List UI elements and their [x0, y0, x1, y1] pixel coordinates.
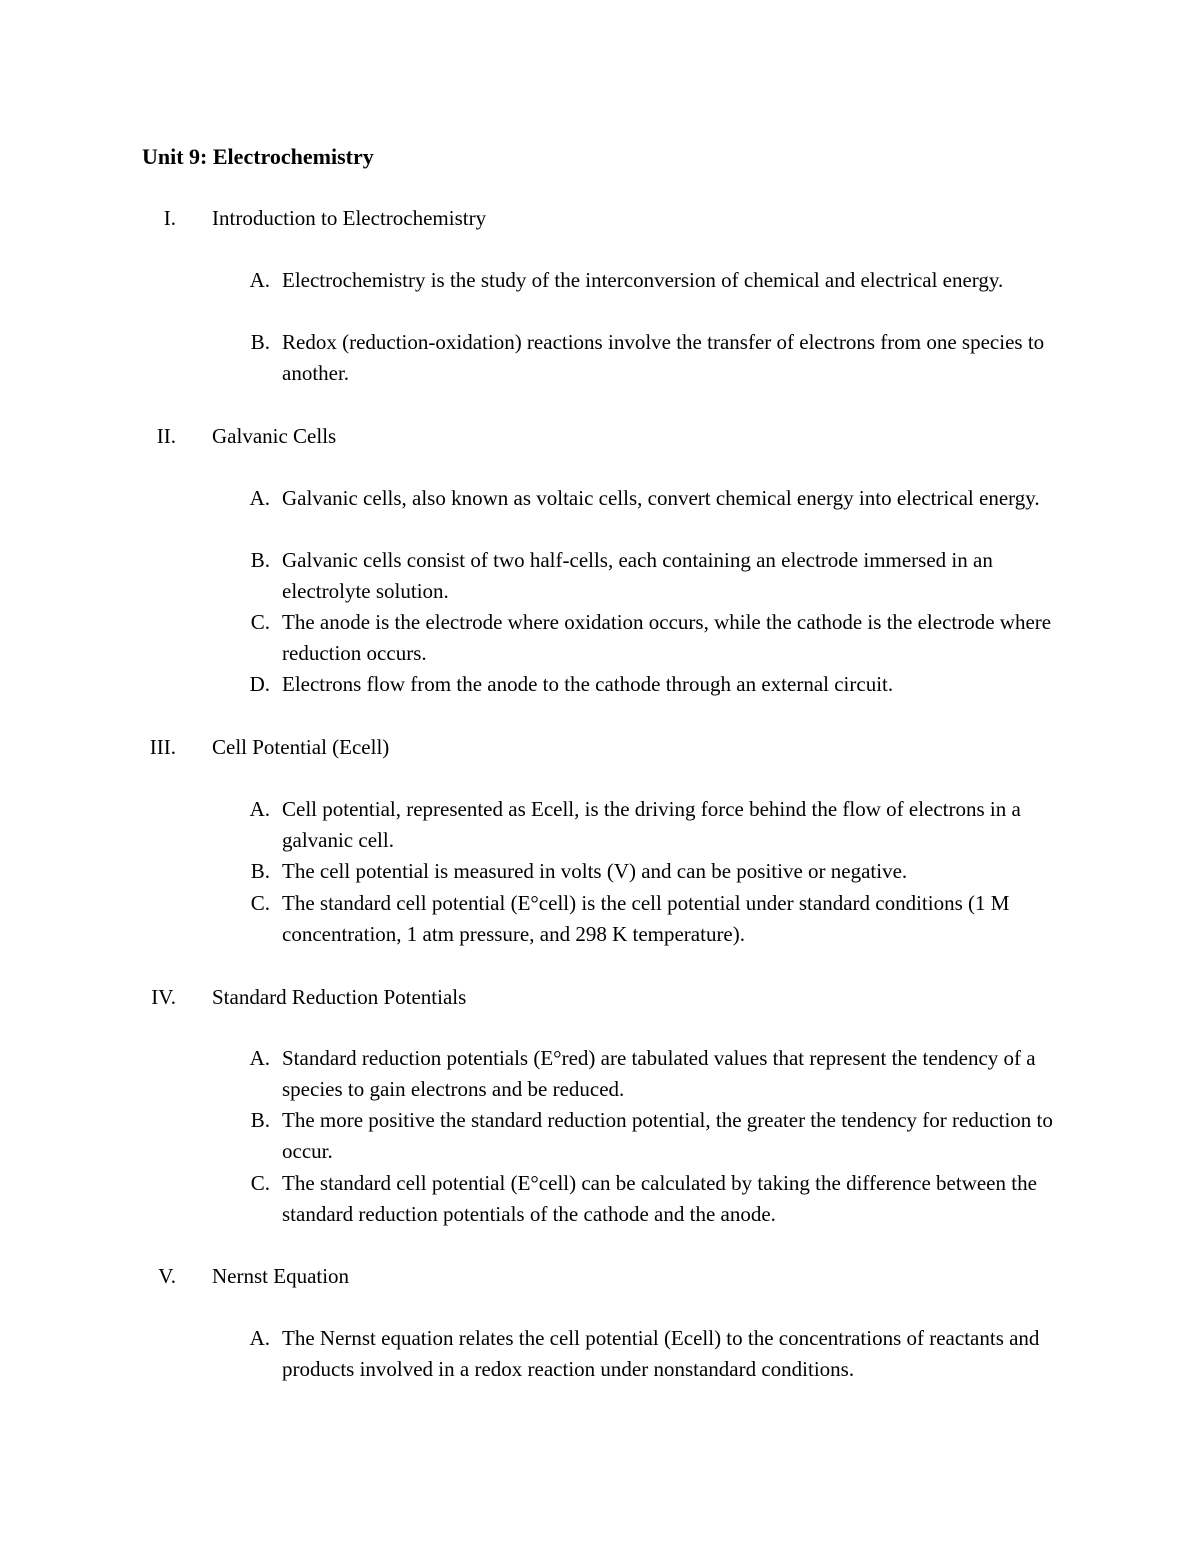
item-letter: C. [250, 1171, 270, 1195]
item-text: The standard cell potential (E°cell) can be calculated by taking the difference between the standard reduction potentials of the cathode and the anode. [282, 1171, 1037, 1226]
item-text: The more positive the standard reduction potential, the greater the tendency for reduction to occur. [282, 1108, 1053, 1163]
section-heading: Galvanic Cells [212, 424, 337, 448]
item-letter: B. [250, 330, 270, 354]
item-letter: A. [249, 1326, 270, 1350]
item-text: The anode is the electrode where oxidation occurs, while the cathode is the electrode where reduction occurs. [282, 610, 1052, 665]
document-title: Unit 9: Electrochemistry [142, 144, 374, 169]
item-text: Cell potential, represented as Ecell, is the driving force behind the flow of electrons in a galvanic cell. [282, 797, 1021, 852]
item-text: Electrons flow from the anode to the cathode through an external circuit. [282, 672, 894, 696]
item-text: The Nernst equation relates the cell potential (Ecell) to the concentrations of reactants and products involved in a redox reaction under nonstandard conditions. [282, 1326, 1040, 1381]
item-text: The cell potential is measured in volts (V) and can be positive or negative. [282, 859, 908, 883]
item-text: Electrochemistry is the study of the interconversion of chemical and electrical energy. [282, 268, 1004, 292]
section-numeral: IV. [151, 985, 176, 1009]
section-heading: Nernst Equation [212, 1264, 350, 1288]
item-letter: B. [250, 1108, 270, 1132]
item-letter: C. [250, 610, 270, 634]
section-numeral: II. [156, 424, 176, 448]
item-letter: C. [250, 891, 270, 915]
item-letter: B. [250, 548, 270, 572]
item-letter: A. [249, 268, 270, 292]
item-text: Redox (reduction-oxidation) reactions involve the transfer of electrons from one species to another. [282, 330, 1045, 385]
item-text: The standard cell potential (E°cell) is the cell potential under standard conditions (1 M concentration, 1 atm pressure, and 298 K temperature). [282, 891, 1010, 946]
section-heading: Introduction to Electrochemistry [212, 206, 487, 230]
item-letter: D. [249, 672, 270, 696]
section-heading: Standard Reduction Potentials [212, 985, 467, 1009]
item-text: Galvanic cells consist of two half-cells, each containing an electrode immersed in an electrolyte solution. [282, 548, 993, 603]
item-text: Standard reduction potentials (E°red) are tabulated values that represent the tendency of a species to gain electrons and be reduced. [282, 1046, 1036, 1101]
item-letter: A. [249, 1046, 270, 1070]
section-heading: Cell Potential (Ecell) [212, 735, 390, 759]
section-numeral: I. [163, 206, 176, 230]
item-letter: B. [250, 859, 270, 883]
item-text: Galvanic cells, also known as voltaic cells, convert chemical energy into electrical energy. [282, 486, 1040, 510]
item-letter: A. [249, 486, 270, 510]
section-numeral: III. [149, 735, 176, 759]
item-letter: A. [249, 797, 270, 821]
section-numeral: V. [158, 1264, 176, 1288]
